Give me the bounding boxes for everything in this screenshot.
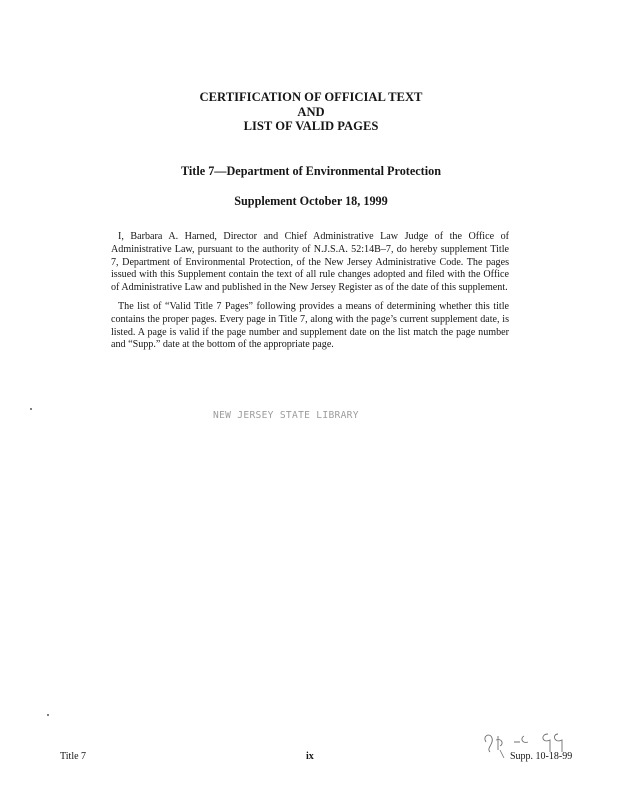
library-stamp: NEW JERSEY STATE LIBRARY bbox=[213, 410, 359, 421]
supplement-date-heading: Supplement October 18, 1999 bbox=[234, 194, 388, 208]
footer-supplement-date: Supp. 10-18-99 bbox=[510, 751, 573, 762]
heading-line-3: LIST OF VALID PAGES bbox=[243, 119, 379, 134]
footer-title: Title 7 bbox=[60, 751, 87, 762]
heading-line-2: AND bbox=[297, 104, 325, 119]
footer-page-number: ix bbox=[306, 751, 314, 762]
certification-heading bbox=[0, 90, 622, 134]
title-heading: Title 7—Department of Environmental Protection bbox=[181, 164, 441, 178]
scan-speck bbox=[30, 408, 32, 410]
heading-line-1: CERTIFICATION OF OFFICIAL TEXT bbox=[199, 90, 423, 104]
valid-pages-paragraph: The list of “Valid Title 7 Pages” following provides a means of determining whether this title contains the proper pages. Every page in Title 7, along with the page’s current supplement date, is listed. A page is valid if the page number and supplement date on the list match the page number and “Supp.” date at the bottom of the appropriate page. bbox=[111, 301, 509, 351]
scan-speck bbox=[47, 714, 49, 716]
certification-paragraph: I, Barbara A. Harned, Director and Chief Administrative Law Judge of the Office of Administrative Law, pursuant to the authority of N.J.S.A. 52:14B–7, do hereby supplement Title 7, Department of Environmental Protection, of the New Jersey Administrative Code. The pages issued with this Supplement contain the text of all rule changes adopted and filed with the Office of Administrative Law and published in the New Jersey Register as of the date of this supplement. bbox=[111, 231, 509, 294]
